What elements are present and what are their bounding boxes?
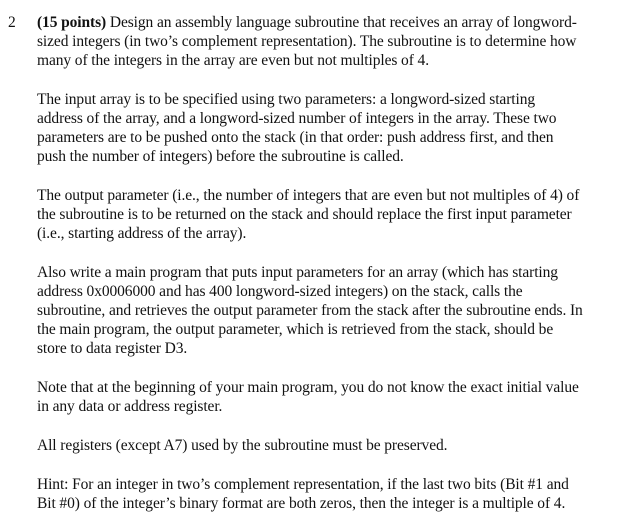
paragraph-gap xyxy=(37,70,619,90)
paragraph-line: Bit #0) of the integer’s binary format are both zeros, then the integer is a multiple of 4. xyxy=(37,495,566,512)
paragraph-line: in any data or address register. xyxy=(37,398,223,415)
paragraph-line: parameters are to be pushed onto the stack (in that order: push address first, and then xyxy=(37,129,554,146)
question-number: 2 xyxy=(8,14,16,31)
question-body xyxy=(37,13,619,513)
paragraph-line: Also write a main program that puts input parameters for an array (which has starting xyxy=(37,264,558,281)
paragraph-line: Note that at the beginning of your main program, you do not know the exact initial value xyxy=(37,379,579,396)
hint-paragraph xyxy=(37,475,619,513)
intro-line-2: sized integers (in two’s complement representation). The subroutine is to determine how xyxy=(37,33,577,50)
paragraph-line: (i.e., starting address of the array). xyxy=(37,225,247,242)
paragraph-line: push the number of integers) before the subroutine is called. xyxy=(37,148,404,165)
paragraph-line: the main program, the output parameter, which is retrieved from the stack, should be xyxy=(37,321,554,338)
paragraph-line: subroutine, and retrieves the output parameter from the stack after the subroutine ends. In xyxy=(37,302,583,319)
paragraph-line: All registers (except A7) used by the subroutine must be preserved. xyxy=(37,437,448,454)
paragraph-gap xyxy=(37,166,619,186)
paragraph-line: the subroutine is to be returned on the stack and should replace the first input parameter xyxy=(37,206,572,223)
main-program-paragraph xyxy=(37,263,619,358)
intro-line-1: (15 points) Design an assembly language subroutine that receives an array of longword- xyxy=(37,14,577,31)
registers-paragraph xyxy=(37,436,619,455)
question-intro xyxy=(37,13,619,70)
paragraph-gap xyxy=(37,455,619,475)
input-parameters-paragraph xyxy=(37,90,619,166)
paragraph-line: address of the array, and a longword-sized number of integers in the array. These two xyxy=(37,110,557,127)
paragraph-line: Hint: For an integer in two’s complement representation, if the last two bits (Bit #1 and xyxy=(37,476,569,493)
intro-line-3: many of the integers in the array are even but not multiples of 4. xyxy=(37,52,429,69)
output-parameter-paragraph xyxy=(37,186,619,243)
paragraph-gap xyxy=(37,243,619,263)
paragraph-line: address 0x0006000 and has 400 longword-sized integers) on the stack, calls the xyxy=(37,283,523,300)
note-paragraph xyxy=(37,378,619,416)
points-label: (15 points) xyxy=(37,14,107,31)
paragraph-gap xyxy=(37,358,619,378)
paragraph-line: The input array is to be specified using two parameters: a longword-sized starting xyxy=(37,91,535,108)
paragraph-line: The output parameter (i.e., the number of integers that are even but not multiples of 4) of xyxy=(37,187,580,204)
paragraph-line: store to data register D3. xyxy=(37,340,188,357)
paragraph-gap xyxy=(37,416,619,436)
